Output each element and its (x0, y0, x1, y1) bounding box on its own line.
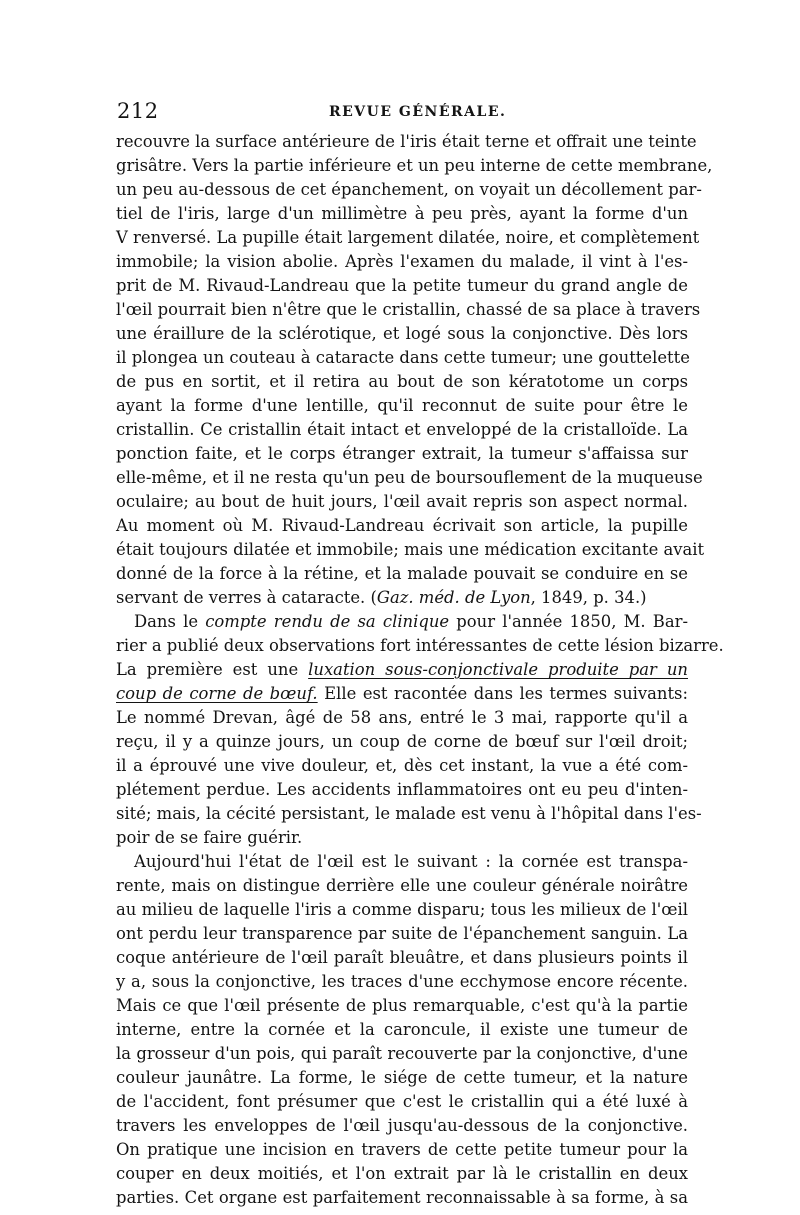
italic-title: compte rendu de sa clinique (205, 612, 450, 631)
text-line: sité; mais, la cécité persistant, le malade est venu à l'hôpital dans l'es- (116, 804, 702, 823)
text-line: poir de se faire guérir. (116, 828, 303, 847)
line-segment: La première est une (116, 660, 309, 679)
emphasized-title: coup de corne de bœuf. (116, 684, 318, 703)
text-line: l'œil pourrait bien n'être que le cristallin, chassé de sa place à travers (116, 300, 701, 319)
text-line: cristallin. Ce cristallin était intact et enveloppé de la cristalloïde. La (116, 420, 688, 439)
text-line: travers les enveloppes de l'œil jusqu'au-dessous de la conjonctive. (116, 1116, 688, 1135)
text-line: ponction faite, et le corps étranger extrait, la tumeur s'affaissa sur (116, 444, 688, 463)
text-line: V renversé. La pupille était largement dilatée, noire, et complètement (116, 228, 700, 247)
text-line (116, 682, 688, 706)
citation-after: , 1849, p. 34.) (530, 588, 647, 607)
text-line (116, 658, 688, 682)
paragraph-start-line (116, 610, 688, 634)
text-line: On pratique une incision en travers de cette petite tumeur pour la (116, 1140, 688, 1159)
text-line: Au moment où M. Rivaud-Landreau écrivait son article, la pupille (116, 516, 688, 535)
page-number: 212 (117, 99, 159, 123)
text-line: de pus en sortit, et il retira au bout de son kératotome un corps (116, 372, 688, 391)
text-line: de l'accident, font présumer que c'est le cristallin qui a été luxé à (116, 1092, 688, 1111)
text-line: oculaire; au bout de huit jours, l'œil avait repris son aspect normal. (116, 492, 688, 511)
text-line: couleur jaunâtre. La forme, le siége de cette tumeur, et la nature (116, 1068, 688, 1087)
emphasized-title: luxation sous-conjonctivale produite par un (308, 660, 688, 679)
running-title: REVUE GÉNÉRALE. (329, 104, 507, 120)
citation-before: servant de verres à cataracte. ( (116, 588, 377, 607)
text-line: reçu, il y a quinze jours, un coup de corne de bœuf sur l'œil droit; (116, 732, 688, 751)
text-line: il plongea un couteau à cataracte dans cette tumeur; une gouttelette (116, 348, 690, 367)
text-line: rente, mais on distingue derrière elle une couleur générale noirâtre (116, 876, 688, 895)
paragraph-start-line: Aujourd'hui l'état de l'œil est le suivant : la cornée est transpa- (134, 852, 688, 871)
line-segment: Dans le (134, 612, 206, 631)
running-head (117, 99, 687, 127)
text-line: coque antérieure de l'œil paraît bleuâtre, et dans plusieurs points il (116, 948, 688, 967)
line-segment: Elle est racontée dans les termes suivants: (317, 684, 688, 703)
line-segment: pour l'année 1850, M. Bar- (449, 612, 688, 631)
text-line: prit de M. Rivaud-Landreau que la petite tumeur du grand angle de (116, 276, 688, 295)
text-line: tiel de l'iris, large d'un millimètre à peu près, ayant la forme d'un (116, 204, 688, 223)
text-line: Le nommé Drevan, âgé de 58 ans, entré le 3 mai, rapporte qu'il a (116, 708, 688, 727)
text-line: au milieu de laquelle l'iris a comme disparu; tous les milieux de l'œil (116, 900, 688, 919)
text-line: recouvre la surface antérieure de l'iris était terne et offrait une teinte (116, 132, 697, 151)
text-line: était toujours dilatée et immobile; mais une médication excitante avait (116, 540, 705, 559)
text-line: interne, entre la cornée et la caroncule, il existe une tumeur de (116, 1020, 688, 1039)
text-line: ont perdu leur transparence par suite de l'épanchement sanguin. La (116, 924, 688, 943)
text-line: plétement perdue. Les accidents inflammatoires ont eu peu d'inten- (116, 780, 688, 799)
text-line: Mais ce que l'œil présente de plus remarquable, c'est qu'à la partie (116, 996, 688, 1015)
text-line: y a, sous la conjonctive, les traces d'une ecchymose encore récente. (116, 972, 688, 991)
text-line: ayant la forme d'une lentille, qu'il reconnut de suite pour être le (116, 396, 688, 415)
text-line: un peu au-dessous de cet épanchement, on voyait un décollement par- (116, 180, 702, 199)
text-line: une éraillure de la sclérotique, et logé sous la conjonctive. Dès lors (116, 324, 688, 343)
text-line: immobile; la vision abolie. Après l'examen du malade, il vint à l'es- (116, 252, 688, 271)
text-line: parties. Cet organe est parfaitement reconnaissable à sa forme, à sa (116, 1188, 688, 1207)
body-text (116, 130, 724, 1210)
text-line: la grosseur d'un pois, qui paraît recouverte par la conjonctive, d'une (116, 1044, 688, 1063)
text-line: elle-même, et il ne resta qu'un peu de boursouflement de la muqueuse (116, 468, 703, 487)
text-line: il a éprouvé une vive douleur, et, dès cet instant, la vue a été com- (116, 756, 688, 775)
text-line: couper en deux moitiés, et l'on extrait par là le cristallin en deux (116, 1164, 688, 1183)
citation-line (116, 586, 688, 610)
text-line: donné de la force à la rétine, et la malade pouvait se conduire en se (116, 564, 688, 583)
text-line: grisâtre. Vers la partie inférieure et un peu interne de cette membrane, (116, 156, 713, 175)
text-line: rier a publié deux observations fort intéressantes de cette lésion bizarre. (116, 636, 724, 655)
journal-citation: Gaz. méd. de Lyon (376, 588, 531, 607)
